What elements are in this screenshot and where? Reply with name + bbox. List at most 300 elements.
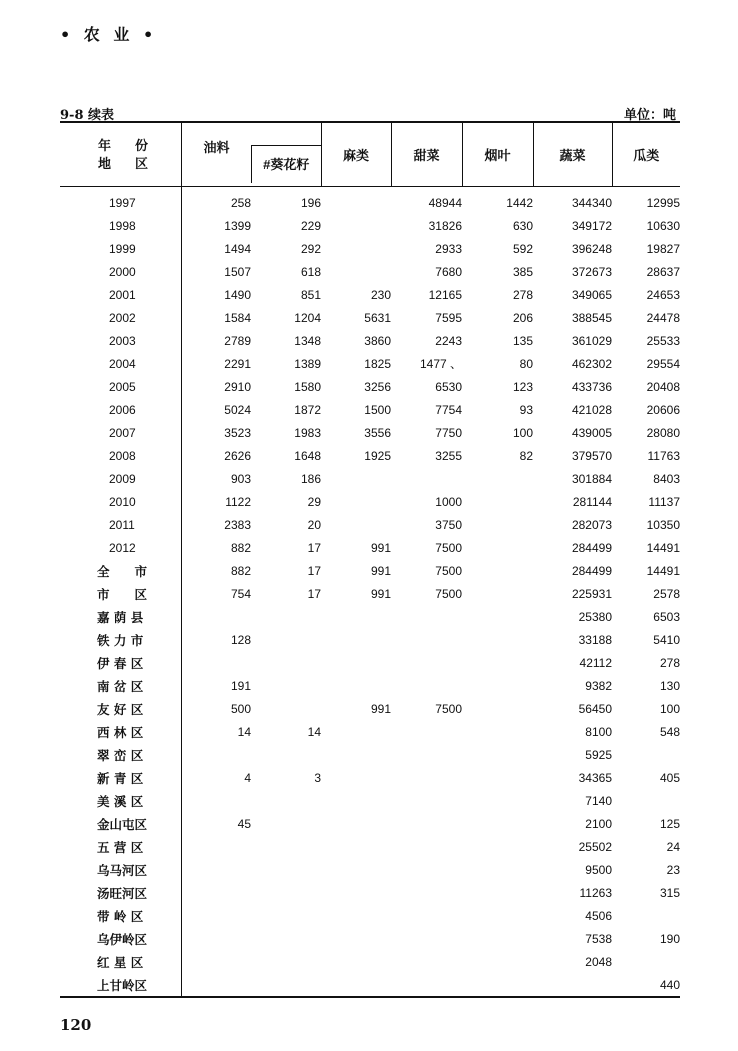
melon-cell: 125	[659, 816, 680, 831]
beet-cell	[391, 766, 462, 789]
beet-cell: 2243	[435, 333, 462, 348]
oil-cell: 1584	[224, 310, 251, 325]
oil-cell: 3523	[224, 425, 251, 440]
oil-cell: 2789	[224, 333, 251, 348]
row-label: 2006	[60, 398, 181, 421]
sunflower-cell	[251, 743, 321, 766]
beet-cell: 7500	[435, 563, 462, 578]
vegetable-cell: 284499	[571, 540, 612, 555]
hemp-cell: 3860	[364, 333, 391, 348]
row-label: 1997	[60, 187, 181, 215]
hemp-cell	[321, 674, 391, 697]
beet-cell	[391, 605, 462, 628]
row-label: 南 岔 区	[60, 674, 181, 697]
hemp-cell: 3256	[364, 379, 391, 394]
hemp-cell: 3556	[364, 425, 391, 440]
beet-cell	[391, 973, 462, 997]
sunflower-cell: 20	[307, 517, 321, 532]
table-row	[60, 927, 680, 950]
melon-cell: 440	[612, 973, 680, 997]
hemp-cell	[321, 237, 391, 260]
sunflower-cell: 1983	[294, 425, 321, 440]
melon-cell: 20606	[646, 402, 680, 417]
beet-cell: 3255	[435, 448, 462, 463]
oil-cell: 500	[230, 701, 251, 716]
oil-cell	[181, 858, 251, 881]
sunflower-cell: 14	[307, 724, 321, 739]
oil-cell: 754	[230, 586, 251, 601]
melon-cell: 8403	[653, 471, 680, 486]
oil-header: 油料	[181, 122, 251, 187]
vegetable-cell: 34365	[578, 770, 612, 785]
table-row	[60, 490, 680, 513]
hemp-cell	[321, 260, 391, 283]
vegetable-cell: 344340	[571, 195, 612, 210]
beet-cell	[391, 904, 462, 927]
beet-cell: 7750	[435, 425, 462, 440]
vegetable-cell: 281144	[572, 494, 612, 509]
melon-cell: 24653	[646, 287, 680, 302]
table-header	[60, 122, 680, 187]
tobacco-cell	[462, 927, 533, 950]
melon-cell	[612, 950, 680, 973]
tobacco-cell: 100	[512, 425, 533, 440]
melon-cell: 130	[659, 678, 680, 693]
table-row	[60, 513, 680, 536]
row-label: 五 营 区	[60, 835, 181, 858]
vegetable-cell: 4506	[585, 908, 612, 923]
tobacco-cell: 82	[519, 448, 533, 463]
tobacco-cell: 385	[512, 264, 533, 279]
oil-cell	[181, 927, 251, 950]
hemp-cell: 1925	[364, 448, 391, 463]
oil-cell: 2910	[224, 379, 251, 394]
table-row	[60, 260, 680, 283]
row-label: 伊 春 区	[60, 651, 181, 674]
table-row	[60, 582, 680, 605]
vegetable-cell: 421028	[571, 402, 612, 417]
beet-cell: 7500	[435, 540, 462, 555]
row-label: 2004	[60, 352, 181, 375]
oil-cell: 191	[230, 678, 251, 693]
oil-cell: 14	[237, 724, 251, 739]
vegetable-cell	[533, 973, 612, 997]
hemp-cell: 5631	[364, 310, 391, 325]
sunflower-cell: 851	[300, 287, 321, 302]
sunflower-cell: 186	[300, 471, 321, 486]
tobacco-cell	[462, 582, 533, 605]
section-header: • 农 业 •	[60, 25, 158, 44]
sunflower-cell: 17	[307, 563, 321, 578]
page-number: 120	[60, 1016, 92, 1034]
sunflower-cell: 292	[300, 241, 321, 256]
hemp-cell	[321, 812, 391, 835]
table-row	[60, 858, 680, 881]
hemp-cell: 991	[370, 540, 391, 555]
sunflower-header: #葵花籽	[251, 122, 321, 187]
beet-cell: 48944	[428, 195, 462, 210]
vegetable-cell: 7538	[585, 931, 612, 946]
sunflower-cell: 1389	[294, 356, 321, 371]
oil-cell: 128	[230, 632, 251, 647]
tobacco-cell: 206	[512, 310, 533, 325]
vegetable-cell: 42112	[579, 655, 612, 670]
hemp-cell	[321, 467, 391, 490]
melon-cell: 100	[659, 701, 680, 716]
hemp-cell	[321, 720, 391, 743]
oil-cell	[181, 950, 251, 973]
oil-cell: 5024	[224, 402, 251, 417]
row-label: 全 市	[60, 559, 181, 582]
table-row	[60, 329, 680, 352]
melon-cell: 23	[666, 862, 680, 877]
row-label: 2009	[60, 467, 181, 490]
tobacco-cell	[462, 628, 533, 651]
row-label: 翠 峦 区	[60, 743, 181, 766]
row-label: 汤旺河区	[60, 881, 181, 904]
hemp-cell: 230	[370, 287, 391, 302]
row-label: 2010	[60, 490, 181, 513]
sunflower-cell	[251, 973, 321, 997]
tobacco-cell	[462, 789, 533, 812]
sunflower-cell	[251, 835, 321, 858]
table-row	[60, 237, 680, 260]
table-row	[60, 559, 680, 582]
table-row	[60, 187, 680, 215]
sunflower-cell	[251, 789, 321, 812]
vegetable-cell: 282073	[571, 517, 612, 532]
oil-cell: 45	[237, 816, 251, 831]
melon-cell	[612, 904, 680, 927]
table-row	[60, 881, 680, 904]
beet-cell: 7595	[435, 310, 462, 325]
vegetable-cell: 25380	[578, 609, 612, 624]
table-row	[60, 444, 680, 467]
vegetable-cell: 225931	[571, 586, 612, 601]
oil-cell	[181, 789, 251, 812]
vegetable-cell: 349065	[571, 287, 612, 302]
table-row	[60, 789, 680, 812]
beet-cell	[391, 950, 462, 973]
melon-cell: 28080	[646, 425, 680, 440]
table-row	[60, 352, 680, 375]
hemp-cell	[321, 513, 391, 536]
melon-cell: 2578	[653, 586, 680, 601]
row-label: 2008	[60, 444, 181, 467]
melon-cell: 405	[659, 770, 680, 785]
vegetable-cell: 301884	[571, 471, 612, 486]
beet-cell	[391, 720, 462, 743]
sunflower-cell: 618	[300, 264, 321, 279]
table-row	[60, 904, 680, 927]
tobacco-cell	[462, 605, 533, 628]
oil-cell: 258	[230, 195, 251, 210]
beet-cell	[391, 651, 462, 674]
beet-cell	[391, 674, 462, 697]
year-region-header: 年 份 地 区	[60, 122, 181, 187]
sunflower-cell	[251, 904, 321, 927]
oil-cell	[181, 835, 251, 858]
hemp-header: 麻类	[321, 122, 391, 187]
row-label: 美 溪 区	[60, 789, 181, 812]
sunflower-cell: 229	[300, 218, 321, 233]
row-label: 新 青 区	[60, 766, 181, 789]
vegetable-cell: 7140	[585, 793, 612, 808]
tobacco-cell: 278	[512, 287, 533, 302]
tobacco-cell: 630	[512, 218, 533, 233]
sunflower-cell: 29	[307, 494, 321, 509]
row-label: 乌伊岭区	[60, 927, 181, 950]
table-row	[60, 536, 680, 559]
melon-cell	[612, 789, 680, 812]
vegetable-cell: 5925	[585, 747, 612, 762]
sunflower-cell: 1204	[294, 310, 321, 325]
production-table	[60, 121, 680, 998]
row-label: 金山屯区	[60, 812, 181, 835]
hemp-cell: 1500	[364, 402, 391, 417]
hemp-cell	[321, 490, 391, 513]
row-label: 乌马河区	[60, 858, 181, 881]
beet-header: 甜菜	[391, 122, 462, 187]
sunflower-cell: 3	[314, 770, 321, 785]
melon-cell: 25533	[646, 333, 680, 348]
beet-cell	[391, 927, 462, 950]
table-row	[60, 375, 680, 398]
beet-cell: 31826	[428, 218, 462, 233]
hemp-cell	[321, 628, 391, 651]
oil-cell	[181, 973, 251, 997]
table-row	[60, 812, 680, 835]
sunflower-cell	[251, 697, 321, 720]
oil-cell: 1507	[224, 264, 251, 279]
hemp-cell: 991	[370, 563, 391, 578]
tobacco-cell	[462, 766, 533, 789]
melon-cell	[612, 743, 680, 766]
table-id: 9-8 续表	[60, 108, 115, 123]
table-row	[60, 605, 680, 628]
oil-cell	[181, 904, 251, 927]
tobacco-cell	[462, 950, 533, 973]
row-label: 市 区	[60, 582, 181, 605]
tobacco-header: 烟叶	[462, 122, 533, 187]
melon-cell: 14491	[646, 563, 680, 578]
beet-cell	[391, 881, 462, 904]
hemp-cell	[321, 950, 391, 973]
melon-cell: 10630	[646, 218, 680, 233]
melon-cell: 19827	[646, 241, 680, 256]
hemp-cell	[321, 973, 391, 997]
table-row	[60, 973, 680, 997]
unit-label: 单位：吨	[623, 108, 676, 123]
vegetable-cell: 396248	[571, 241, 612, 256]
row-label: 上甘岭区	[60, 973, 181, 997]
hemp-cell: 1825	[364, 356, 391, 371]
row-label: 铁 力 市	[60, 628, 181, 651]
row-label: 2001	[60, 283, 181, 306]
vegetable-cell: 33188	[578, 632, 612, 647]
sunflower-cell	[251, 812, 321, 835]
beet-cell: 7500	[435, 586, 462, 601]
sunflower-cell	[251, 628, 321, 651]
tobacco-cell	[462, 743, 533, 766]
hemp-cell	[321, 858, 391, 881]
sunflower-cell	[251, 651, 321, 674]
oil-cell: 2626	[224, 448, 251, 463]
row-label: 红 星 区	[60, 950, 181, 973]
row-label: 1998	[60, 214, 181, 237]
oil-cell: 1399	[224, 218, 251, 233]
beet-cell: 6530	[435, 379, 462, 394]
row-label: 嘉 荫 县	[60, 605, 181, 628]
vegetable-cell: 284499	[571, 563, 612, 578]
tobacco-cell: 135	[512, 333, 533, 348]
melon-cell: 11137	[648, 494, 680, 509]
row-label: 1999	[60, 237, 181, 260]
hemp-cell	[321, 789, 391, 812]
hemp-cell	[321, 214, 391, 237]
table-row	[60, 628, 680, 651]
oil-cell: 1122	[225, 494, 251, 509]
beet-cell: 7500	[435, 701, 462, 716]
vegetable-cell: 11263	[579, 885, 612, 900]
oil-cell: 1494	[224, 241, 251, 256]
melon-cell: 28637	[646, 264, 680, 279]
table-row	[60, 467, 680, 490]
sunflower-cell: 196	[300, 195, 321, 210]
tobacco-cell: 592	[512, 241, 533, 256]
sunflower-cell	[251, 858, 321, 881]
vegetable-header: 蔬菜	[533, 122, 612, 187]
tobacco-cell	[462, 881, 533, 904]
tobacco-cell	[462, 651, 533, 674]
vegetable-cell: 361029	[571, 333, 612, 348]
vegetable-cell: 8100	[585, 724, 612, 739]
sunflower-cell: 17	[307, 586, 321, 601]
row-label: 2005	[60, 375, 181, 398]
sunflower-cell: 1648	[294, 448, 321, 463]
beet-cell	[391, 789, 462, 812]
table-row	[60, 697, 680, 720]
vegetable-cell: 379570	[571, 448, 612, 463]
table-row	[60, 398, 680, 421]
sunflower-cell	[251, 927, 321, 950]
melon-cell: 20408	[646, 379, 680, 394]
oil-cell: 882	[230, 540, 251, 555]
row-label: 友 好 区	[60, 697, 181, 720]
beet-cell: 1477 、	[419, 357, 462, 371]
oil-cell	[181, 743, 251, 766]
table-row	[60, 950, 680, 973]
beet-cell	[391, 835, 462, 858]
row-label: 2002	[60, 306, 181, 329]
tobacco-cell	[462, 858, 533, 881]
hemp-cell	[321, 766, 391, 789]
hemp-cell	[321, 835, 391, 858]
table-row	[60, 283, 680, 306]
sunflower-cell: 1872	[294, 402, 321, 417]
oil-cell: 1490	[224, 287, 251, 302]
table-row	[60, 674, 680, 697]
vegetable-cell: 56450	[578, 701, 612, 716]
beet-cell: 1000	[435, 494, 462, 509]
melon-cell: 5410	[653, 632, 680, 647]
tobacco-cell: 93	[519, 402, 533, 417]
vegetable-cell: 9500	[585, 862, 612, 877]
tobacco-cell	[462, 559, 533, 582]
hemp-cell	[321, 881, 391, 904]
sunflower-cell	[251, 950, 321, 973]
melon-cell: 29554	[646, 356, 680, 371]
tobacco-cell: 123	[512, 379, 533, 394]
vegetable-cell: 372673	[571, 264, 612, 279]
sunflower-cell: 1348	[294, 333, 321, 348]
beet-cell	[391, 467, 462, 490]
tobacco-cell	[462, 835, 533, 858]
hemp-cell	[321, 187, 391, 215]
melon-cell: 278	[659, 655, 680, 670]
melon-cell: 548	[659, 724, 680, 739]
oil-cell: 2383	[224, 517, 251, 532]
beet-cell: 12165	[428, 287, 462, 302]
vegetable-cell: 433736	[571, 379, 612, 394]
vegetable-cell: 2048	[585, 954, 612, 969]
vegetable-cell: 349172	[571, 218, 612, 233]
melon-cell: 10350	[646, 517, 680, 532]
row-label: 2000	[60, 260, 181, 283]
tobacco-cell	[462, 536, 533, 559]
beet-cell	[391, 858, 462, 881]
row-label: 2007	[60, 421, 181, 444]
row-label: 西 林 区	[60, 720, 181, 743]
table-row	[60, 306, 680, 329]
oil-cell: 903	[230, 471, 251, 486]
table-row	[60, 651, 680, 674]
beet-cell: 7754	[435, 402, 462, 417]
table-row	[60, 766, 680, 789]
table-row	[60, 421, 680, 444]
sunflower-cell: 17	[307, 540, 321, 555]
table-row	[60, 835, 680, 858]
hemp-cell	[321, 651, 391, 674]
hemp-cell: 991	[370, 586, 391, 601]
vegetable-cell: 25502	[578, 839, 612, 854]
melon-cell: 315	[659, 885, 680, 900]
vegetable-cell: 2100	[585, 816, 612, 831]
oil-cell: 4	[244, 770, 251, 785]
beet-cell	[391, 743, 462, 766]
beet-cell: 7680	[435, 264, 462, 279]
oil-cell: 882	[230, 563, 251, 578]
tobacco-cell: 80	[519, 356, 533, 371]
tobacco-cell	[462, 720, 533, 743]
tobacco-cell: 1442	[506, 195, 533, 210]
oil-cell	[181, 881, 251, 904]
sunflower-cell: 1580	[294, 379, 321, 394]
sunflower-cell	[251, 881, 321, 904]
oil-cell: 2291	[224, 356, 251, 371]
tobacco-cell	[462, 697, 533, 720]
table-row	[60, 743, 680, 766]
tobacco-cell	[462, 973, 533, 997]
tobacco-cell	[462, 490, 533, 513]
table-row	[60, 720, 680, 743]
vegetable-cell: 9382	[585, 678, 612, 693]
hemp-cell	[321, 904, 391, 927]
vegetable-cell: 388545	[571, 310, 612, 325]
row-label: 带 岭 区	[60, 904, 181, 927]
melon-cell: 14491	[646, 540, 680, 555]
melon-cell: 24478	[646, 310, 680, 325]
